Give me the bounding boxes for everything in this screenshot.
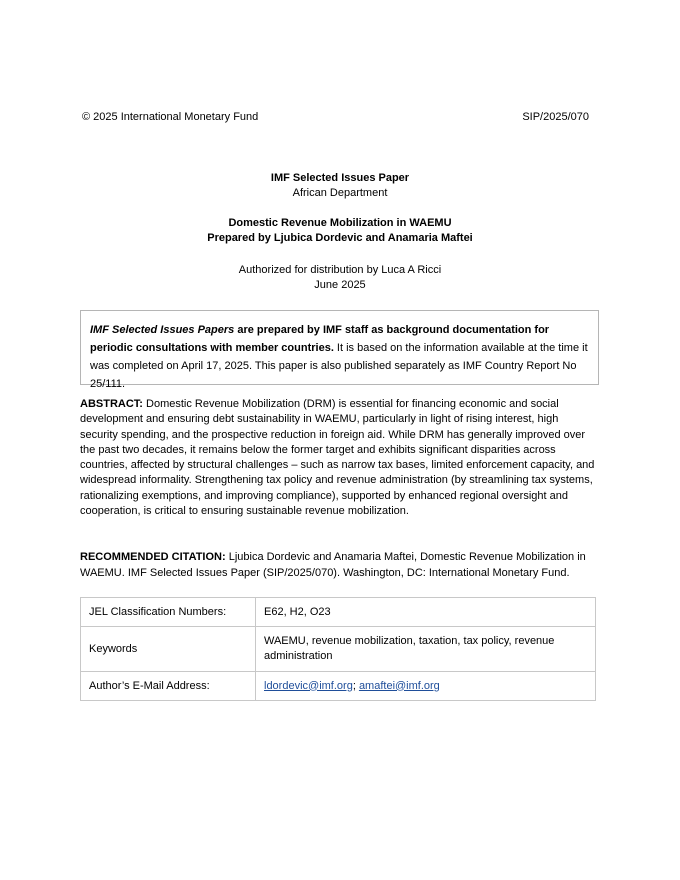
keywords-value: WAEMU, revenue mobilization, taxation, tax policy, revenue administration [256, 627, 596, 672]
authorized-by: Authorized for distribution by Luca A Ricci [238, 264, 442, 276]
email-link-dordevic[interactable]: ldordevic@imf.org [264, 679, 353, 692]
publication-date: June 2025 [314, 279, 366, 291]
jel-value: E62, H2, O23 [256, 598, 596, 627]
authorization-block [0, 263, 680, 293]
department: African Department [292, 187, 388, 199]
email-separator: ; [352, 679, 359, 692]
table-row-keywords [81, 627, 596, 672]
authors-line: Prepared by Ljubica Dordevic and Anamaria Maftei [207, 232, 473, 244]
citation-label: RECOMMENDED CITATION: [80, 551, 226, 563]
disclaimer-text: It is based on the information available at the time it was completed on April 17, 2025. This paper is also published separately as IMF Country Report No 25/111. [90, 342, 588, 390]
disclaimer-box [80, 310, 599, 390]
abstract-text: Domestic Revenue Mobilization (DRM) is essential for financing economic and social development and ensuring debt sustainability in WAEMU, particularly in light of rising interest, high security spending, and the prospective reduction in foreign aid. While DRM has generally improved over the past two decades, it remains below the former target and exhibits significant disparities across countries, affected by structural challenges – such as narrow tax bases, limited enforcement capacity, and widespread informality. Strengthening tax policy and revenue administration (by streamlining tax systems, rationalizing exemptions, and improving compliance), supported by enhanced regional oversight and cooperation, is critical to ensuring sustainable revenue mobilization. [80, 398, 595, 518]
email-link-maftei[interactable]: amaftei@imf.org [358, 679, 440, 692]
jel-label: JEL Classification Numbers: [81, 598, 256, 627]
paper-title-block [0, 216, 680, 246]
abstract-label: ABSTRACT: [80, 398, 143, 410]
copyright-notice: © 2025 International Monetary Fund [82, 111, 259, 123]
recommended-citation [80, 549, 596, 581]
disclaimer-series-name: IMF Selected Issues Papers [90, 324, 235, 336]
citation-text: Ljubica Dordevic and Anamaria Maftei, Domestic Revenue Mobilization in WAEMU. IMF Selected Issues Paper (SIP/2025/070). Washington, DC: International Monetary Fund. [80, 551, 586, 579]
keywords-label: Keywords [81, 627, 256, 672]
series-block [0, 171, 680, 201]
email-value [256, 672, 596, 701]
abstract [80, 397, 596, 519]
table-row-email [81, 672, 596, 701]
disclaimer-bold-text: are prepared by IMF staff as background documentation for periodic consultations with member countries. [90, 324, 550, 354]
paper-title: Domestic Revenue Mobilization in WAEMU [228, 217, 452, 229]
email-label: Author’s E-Mail Address: [81, 672, 256, 701]
series-title: IMF Selected Issues Paper [270, 172, 410, 184]
metadata-table [80, 597, 596, 701]
table-row-jel [81, 598, 596, 627]
document-id: SIP/2025/070 [522, 111, 589, 123]
